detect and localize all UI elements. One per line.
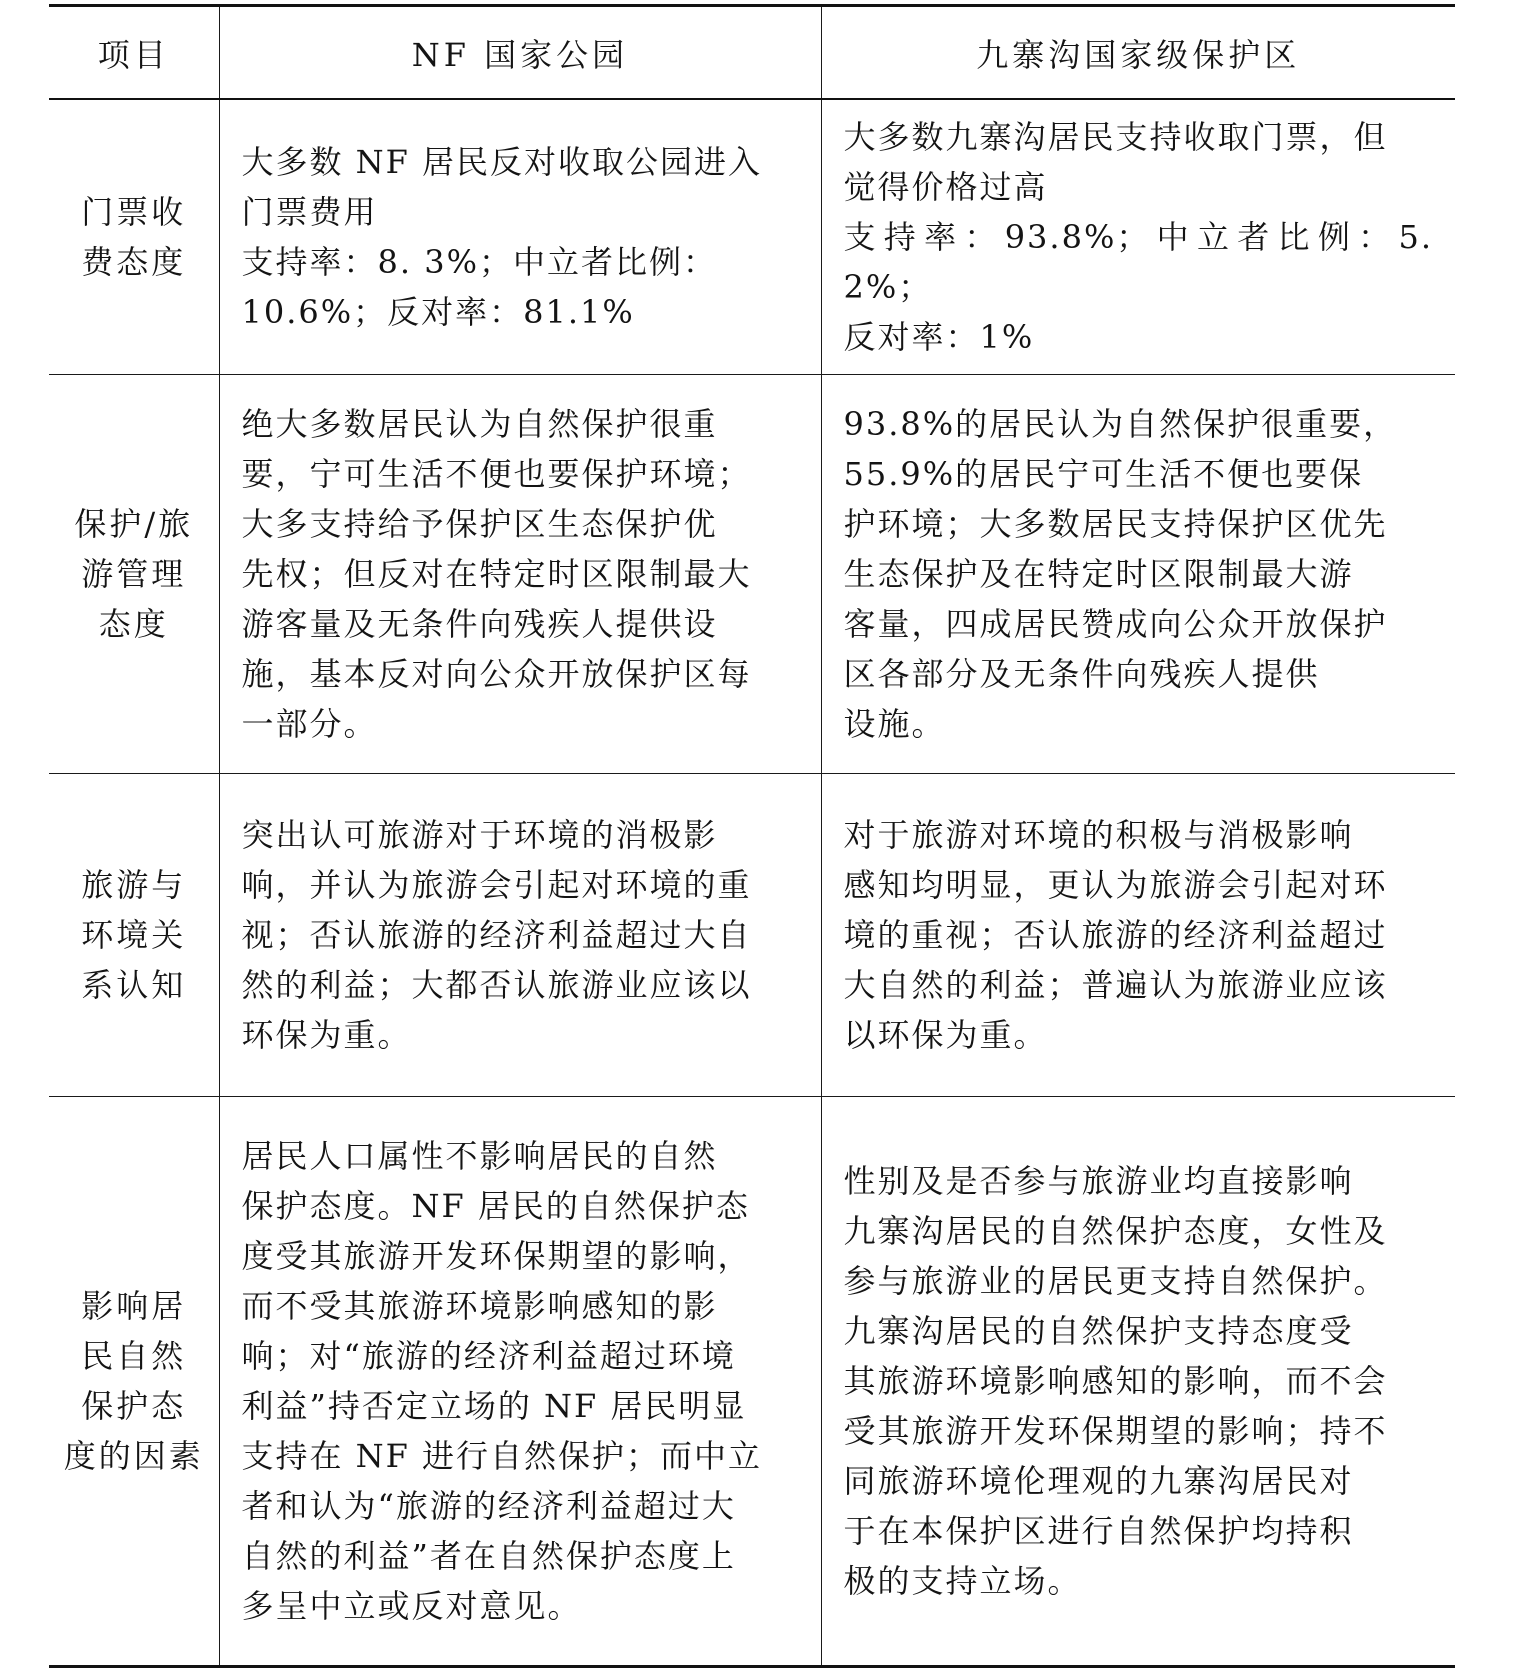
nf-cell: 突出认可旅游对于环境的消极影 响，并认为旅游会引起对环境的重 视；否认旅游的经济利益超过大自 然的利益；大都否认旅游业应该以 环保为重。 — [219, 774, 821, 1097]
jiuzhaigou-cell: 大多数九寨沟居民支持收取门票，但 觉得价格过高 支持率：93.8%；中立者比例：5.2%； 反对率：1% — [821, 99, 1455, 375]
nf-cell: 大多数 NF 居民反对收取公园进入 门票费用 支持率：8. 3%；中立者比例： 10.6%；反对率：81.1% — [219, 99, 821, 375]
nf-cell: 居民人口属性不影响居民的自然 保护态度。NF 居民的自然保护态 度受其旅游开发环保期望的影响， 而不受其旅游环境影响感知的影 响；对“旅游的经济利益超过环境 利益”持否定立场的 NF 居民明显 支持在 NF 进行自然保护；而中立 者和认为“旅游的经济利益超过大 自然的利益”者在自然保护态度上 多呈中立或反对意见。 — [219, 1097, 821, 1667]
jiuzhaigou-cell: 对于旅游对环境的积极与消极影响 感知均明显，更认为旅游会引起对环 境的重视；否认旅游的经济利益超过 大自然的利益；普遍认为旅游业应该 以环保为重。 — [821, 774, 1455, 1097]
header-jiuzhaigou: 九寨沟国家级保护区 — [821, 6, 1455, 100]
table-row-tourism-environment — [49, 774, 1455, 1097]
row-label: 保护/旅 游管理 态度 — [49, 375, 219, 774]
table-row-influencing-factors — [49, 1097, 1455, 1667]
jiuzhaigou-cell: 性别及是否参与旅游业均直接影响 九寨沟居民的自然保护态度，女性及 参与旅游业的居民更支持自然保护。 九寨沟居民的自然保护支持态度受 其旅游环境影响感知的影响，而不会 受其旅游开发环保期望的影响；持不 同旅游环境伦理观的九寨沟居民对 于在本保护区进行自然保护均持积 极的支持立场。 — [821, 1097, 1455, 1667]
jiuzhaigou-cell: 93.8%的居民认为自然保护很重要， 55.9%的居民宁可生活不便也要保 护环境；大多数居民支持保护区优先 生态保护及在特定时区限制最大游 客量，四成居民赞成向公众开放保护 区各部分及无条件向残疾人提供 设施。 — [821, 375, 1455, 774]
header-nf-park: NF 国家公园 — [219, 6, 821, 100]
header-row — [49, 6, 1455, 100]
row-label: 影响居 民自然 保护态 度的因素 — [49, 1097, 219, 1667]
comparison-table — [49, 4, 1455, 1668]
nf-cell: 绝大多数居民认为自然保护很重 要，宁可生活不便也要保护环境； 大多支持给予保护区生态保护优 先权；但反对在特定时区限制最大 游客量及无条件向残疾人提供设 施，基本反对向公众开放保护区每 一部分。 — [219, 375, 821, 774]
table-row-ticket-attitude — [49, 99, 1455, 375]
row-label: 旅游与 环境关 系认知 — [49, 774, 219, 1097]
row-label: 门票收 费态度 — [49, 99, 219, 375]
header-item: 项目 — [49, 6, 219, 100]
table-row-management-attitude — [49, 375, 1455, 774]
